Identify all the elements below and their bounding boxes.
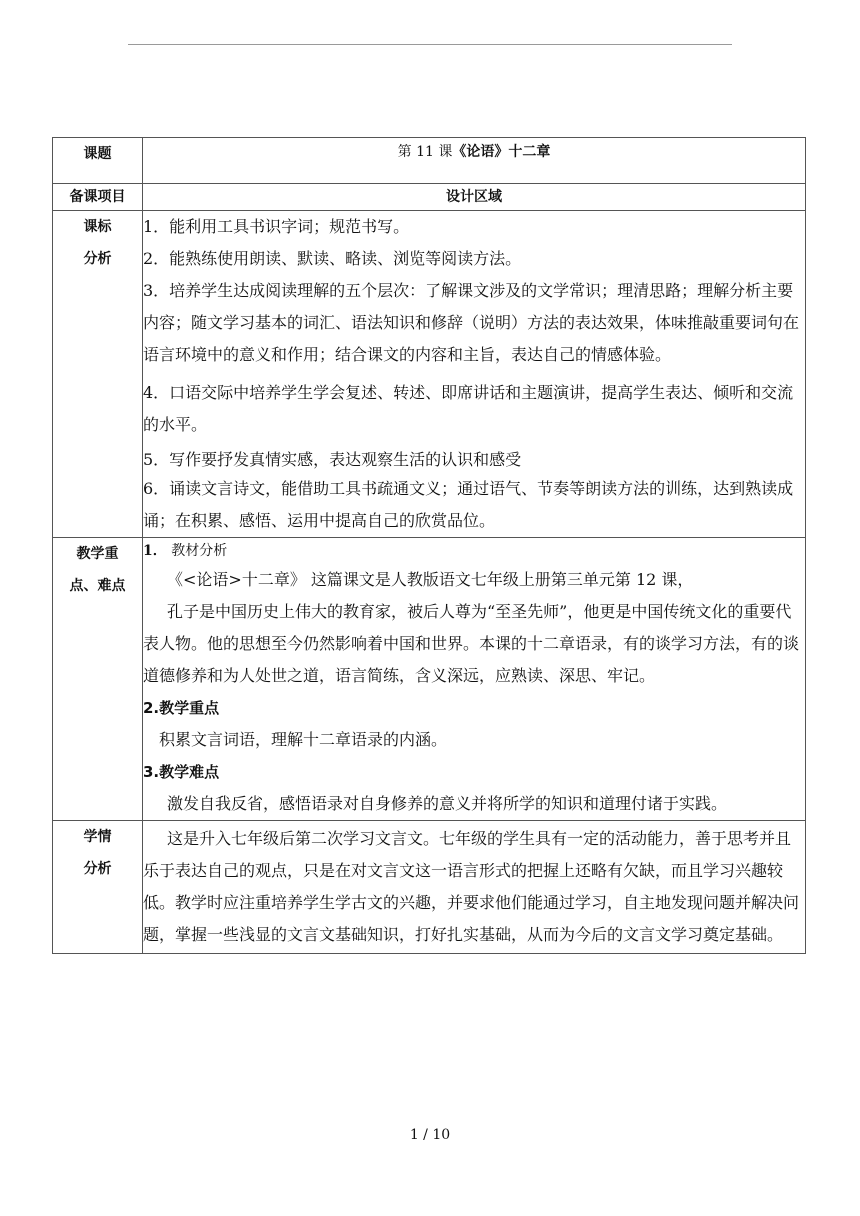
- focus-content: [143, 538, 806, 821]
- lesson-plan-table: [52, 137, 806, 954]
- column-header-right: 设计区域: [143, 184, 806, 211]
- standards-label-line2: 分析: [83, 251, 112, 267]
- standards-item: 3．培养学生达成阅读理解的五个层次：了解课文涉及的文学常识；理清思路；理解分析主要内容；随文学习基本的词汇、语法知识和修辞（说明）方法的表达效果，体味推敲重要词句在语言环境中的意义和作用；结合课文的内容和主旨，表达自己的情感体验。: [143, 281, 800, 364]
- standards-row: [53, 211, 806, 538]
- material-intro: 《<论语>十二章》 这篇课文是人教版语文七年级上册第三单元第 12 课，: [167, 570, 694, 589]
- students-label-line1: 学情: [83, 829, 112, 845]
- standards-item: 2．能熟练使用朗读、默读、略读、浏览等阅读方法。: [143, 249, 522, 268]
- standards-label-line1: 课标: [83, 219, 112, 235]
- column-header-left: 备课项目: [53, 184, 143, 211]
- lesson-number: 第 11 课: [397, 144, 453, 160]
- lesson-title: [143, 138, 806, 184]
- standards-content: [143, 211, 806, 538]
- focus-row: [53, 538, 806, 821]
- difficulties-heading: 3.教学难点: [143, 763, 220, 781]
- column-header-row: [53, 184, 806, 211]
- material-analysis-text: 孔子是中国历史上伟大的教育家，被后人尊为“至圣先师”，他更是中国传统文化的重要代表人物。他的思想至今仍然影响着中国和世界。本课的十二章语录，有的谈学习方法，有的谈道德修养和为人处世之道，语言简练，含义深远，应熟读、深思、牢记。: [143, 602, 800, 685]
- students-label-line2: 分析: [83, 861, 112, 877]
- students-analysis-text: 这是升入七年级后第二次学习文言文。七年级的学生具有一定的活动能力，善于思考并且乐于表达自己的观点，只是在对文言文这一语言形式的把握上还略有欠缺，而且学习兴趣较低。教学时应注重培养学生学古文的兴趣，并要求他们能通过学习，自主地发现问题并解决问题，掌握一些浅显的文言文基础知识，打好扎实基础，从而为今后的文言文学习奠定基础。: [143, 829, 800, 944]
- key-points-text: 积累文言词语，理解十二章语录的内涵。: [159, 730, 448, 749]
- students-row: [53, 821, 806, 954]
- focus-label-line2: 点、难点: [69, 578, 126, 594]
- standards-item: 1．能利用工具书识字词；规范书写。: [143, 217, 410, 236]
- key-points-heading: 2.教学重点: [143, 699, 220, 717]
- page-number: 1 / 10: [409, 1127, 451, 1143]
- students-content: [143, 821, 806, 954]
- difficulties-text: 激发自我反省，感悟语录对自身修养的意义并将所学的知识和道理付诸于实践。: [167, 794, 728, 813]
- focus-label: [53, 538, 143, 821]
- lesson-name: 《论语》十二章: [452, 144, 551, 160]
- students-label: [53, 821, 143, 954]
- material-analysis-title: 教材分析: [171, 543, 228, 559]
- standards-label: [53, 211, 143, 538]
- focus-label-line1: 教学重: [76, 546, 119, 562]
- standards-item: 6．诵读文言诗文，能借助工具书疏通文义；通过语气、节奏等朗读方法的训练，达到熟读成诵；在积累、感悟、运用中提高自己的欣赏品位。: [143, 479, 794, 530]
- standards-item: 4．口语交际中培养学生学会复述、转述、即席讲话和主题演讲，提高学生表达、倾听和交流的水平。: [143, 383, 794, 434]
- standards-item: 5．写作要抒发真情实感，表达观察生活的认识和感受: [143, 450, 522, 469]
- title-label: 课题: [53, 138, 143, 184]
- material-analysis-heading: [143, 538, 805, 564]
- title-row: [53, 138, 806, 184]
- material-analysis-number: 1．: [143, 543, 167, 559]
- page-header-rule: [128, 44, 732, 45]
